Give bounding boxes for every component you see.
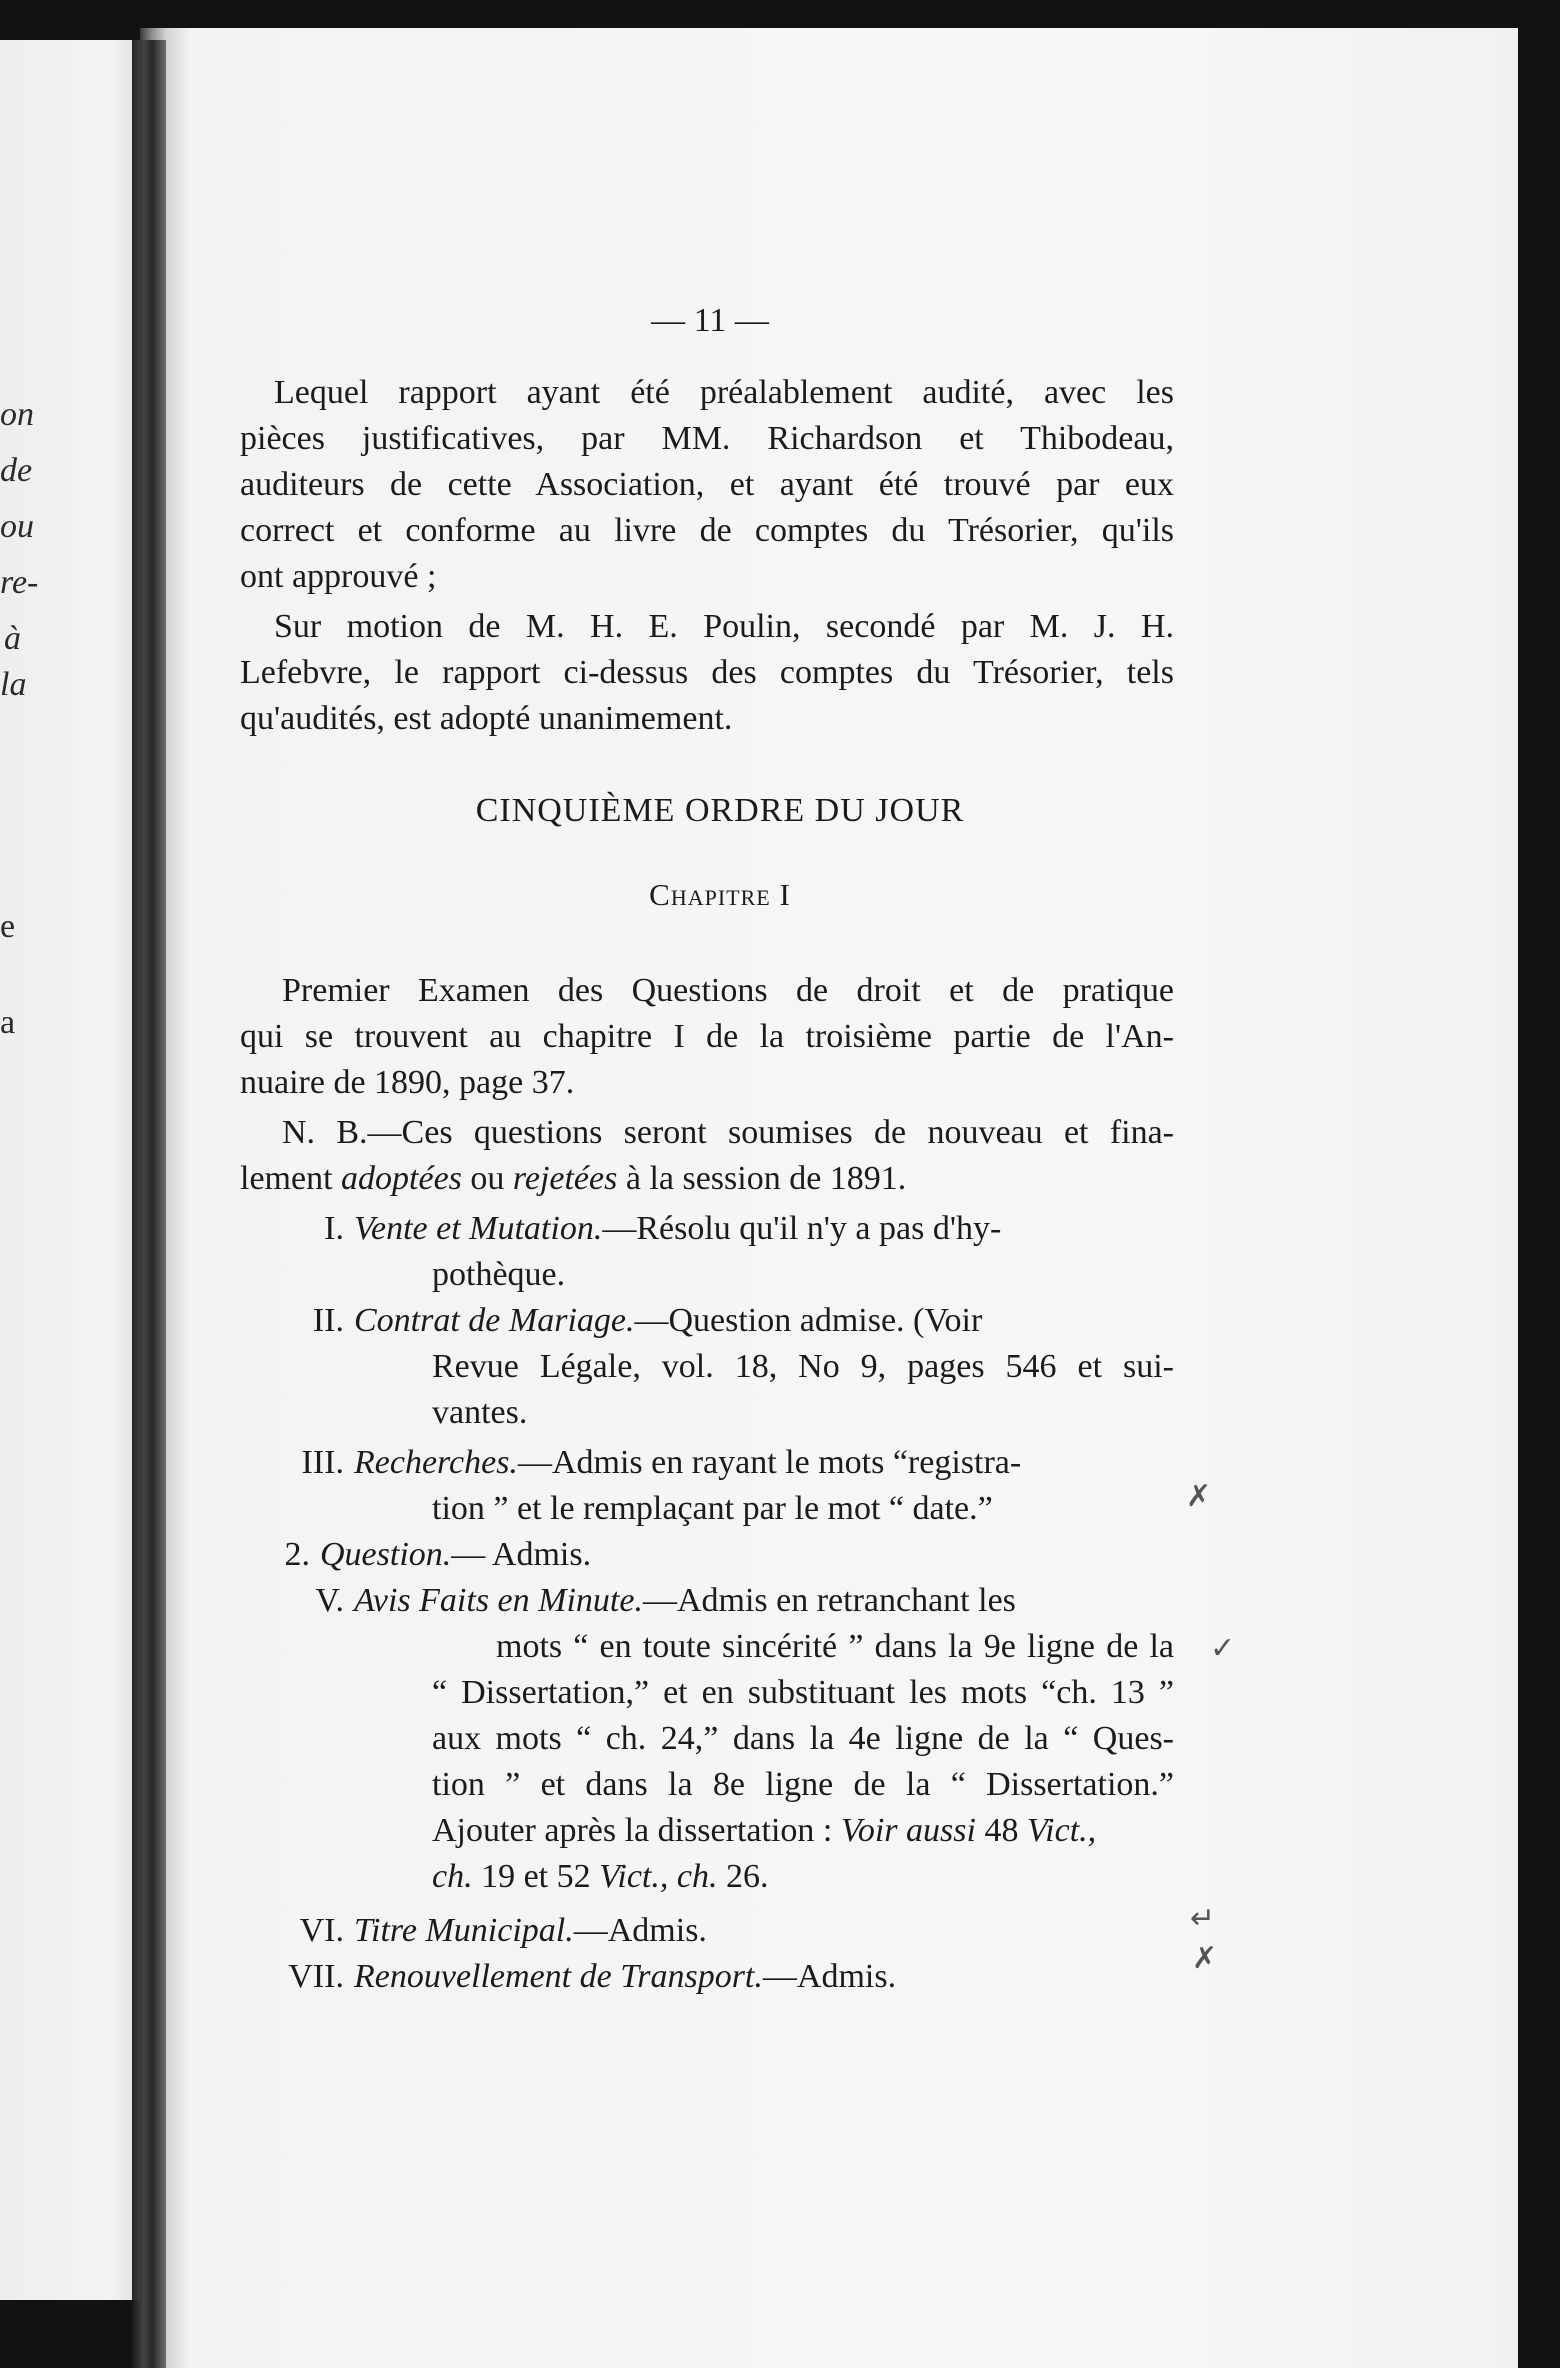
item-i [270,1206,1001,1252]
item-title: Titre Municipal. [354,1912,574,1949]
item-title: Renouvellement de Transport. [354,1958,763,1995]
paragraph-line: auditeurs de cette Association, et ayant été trouvé par eux [240,466,1174,503]
left-fragment: ou [0,508,34,545]
item-continuation: vantes. [432,1394,528,1431]
item-2 [236,1532,591,1578]
left-fragment: à [4,620,21,657]
item-italic: Vict., [599,1858,669,1895]
item-number: V. [315,1582,344,1619]
nb-line: N. B.—Ces questions seront soumises de nouveau et fina- [282,1114,1174,1151]
item-vii [250,1954,896,2000]
item-v [270,1578,1016,1624]
left-fragment: e [0,908,16,945]
item-text: 48 [975,1812,1027,1849]
item-iii [270,1440,1021,1486]
item-continuation: Revue Légale, vol. 18, No 9, pages 546 et sui- [432,1348,1174,1385]
pencil-mark: ↵ [1190,1901,1216,1936]
item-title: Question. [320,1536,452,1573]
item-text: —Admis en retranchant les [642,1582,1016,1619]
item-continuation: “ Dissertation,” et en substituant les mots “ch. 13 ” [432,1674,1174,1711]
section-heading: CINQUIÈME ORDRE DU JOUR [475,792,965,829]
paragraph-line: Lequel rapport ayant été préalablement audité, avec les [274,374,1174,411]
intro-line: nuaire de 1890, page 37. [240,1064,575,1101]
item-text: Ajouter après la dissertation : [432,1812,841,1849]
item-title: Vente et Mutation. [354,1210,603,1247]
item-number: 2. [284,1536,310,1573]
item-italic: Voir aussi [840,1812,976,1849]
item-continuation: mots “ en toute sincérité ” dans la 9e ligne de la [496,1628,1174,1665]
intro-line: Premier Examen des Questions de droit et de pratique [282,972,1174,1009]
item-number: II. [312,1302,344,1339]
nb-italic: rejetées [512,1160,618,1197]
nb-text: lement [240,1160,342,1197]
pencil-mark: ✓ [1210,1631,1236,1666]
item-italic: Vict., [1026,1812,1097,1849]
paragraph-line: pièces justificatives, par MM. Richardson et Thibodeau, [240,420,1174,457]
left-fragment: re- [0,564,39,601]
item-continuation [432,1808,1096,1854]
left-fragment: la [0,666,27,703]
item-continuation: aux mots “ ch. 24,” dans la 4e ligne de la “ Ques- [432,1720,1174,1757]
intro-line: qui se trouvent au chapitre I de la troisième partie de l'An- [240,1018,1174,1055]
item-number: VII. [288,1958,344,1995]
item-text: — Admis. [451,1536,592,1573]
paragraph-line: ont approuvé ; [240,558,437,595]
paragraph-line: qu'audités, est adopté unanimement. [240,700,733,737]
paragraph-line: correct et conforme au livre de comptes du Trésorier, qu'ils [240,512,1174,549]
item-text: —Résolu qu'il n'y a pas d'hy- [602,1210,1002,1247]
item-text [668,1858,677,1895]
item-number: I. [324,1210,344,1247]
left-fragment: a [0,1004,16,1041]
nb-italic: adoptées [341,1160,462,1197]
paragraph-line: Sur motion de M. H. E. Poulin, secondé par M. J. H. [274,608,1174,645]
item-title: Contrat de Mariage. [354,1302,635,1339]
item-title: Avis Faits en Minute. [354,1582,643,1619]
item-text: —Admis. [762,1958,897,1995]
nb-text: à la session de 1891. [617,1160,907,1197]
nb-text: ou [461,1160,513,1197]
item-text: 26. [717,1858,769,1895]
nb-line [240,1156,906,1202]
chapter-heading: Chapitre I [649,877,791,912]
item-continuation: tion ” et dans la 8e ligne de la “ Dissertation.” [432,1766,1174,1803]
left-fragment: on [0,396,34,433]
item-continuation: pothèque. [432,1256,566,1293]
left-fragment: de [0,452,33,489]
item-text: —Admis en rayant le mots “registra- [517,1444,1022,1481]
item-text: —Question admise. (Voir [634,1302,983,1339]
item-title: Recherches. [354,1444,518,1481]
item-italic: ch. [432,1858,473,1895]
item-vi [250,1908,707,1954]
page-number: — 11 — [651,302,769,339]
item-continuation [432,1854,768,1900]
item-italic: ch. [676,1858,718,1895]
item-continuation: tion ” et le remplaçant par le mot “ date.” [432,1490,993,1527]
pencil-mark: ✗ [1186,1479,1212,1514]
pencil-mark: ✗ [1192,1941,1218,1976]
item-text: 19 et 52 [472,1858,600,1895]
item-ii [270,1298,982,1344]
item-number: VI. [299,1912,344,1949]
item-number: III. [301,1444,344,1481]
paragraph-line: Lefebvre, le rapport ci-dessus des comptes du Trésorier, tels [240,654,1174,691]
item-text: —Admis. [573,1912,707,1949]
